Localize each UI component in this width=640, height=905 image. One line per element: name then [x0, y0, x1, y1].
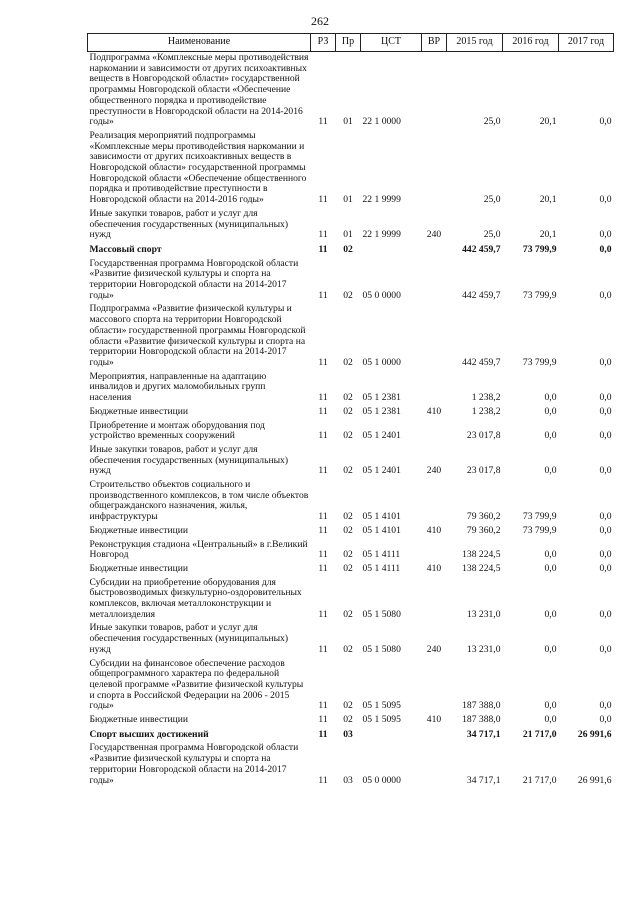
row-2015: 23 017,8	[466, 465, 501, 477]
row-2017: 0,0	[599, 430, 612, 442]
row-2017: 0,0	[599, 643, 612, 655]
table-row	[88, 444, 614, 479]
table-row	[88, 303, 614, 370]
row-2017: 0,0	[599, 511, 612, 523]
row-rz: 11	[318, 700, 328, 712]
row-cst: 05 1 0000	[362, 356, 401, 368]
row-name: Иные закупки товаров, работ и услуг для обеспечения государственных (муниципальных) нужд	[89, 622, 289, 655]
row-cst: 05 1 5095	[362, 700, 401, 712]
row-name: Бюджетные инвестиции	[89, 524, 188, 536]
table-row	[88, 406, 614, 420]
table-section-row	[88, 728, 614, 743]
row-2017: 0,0	[599, 465, 612, 477]
row-cst: 22 1 0000	[362, 116, 401, 128]
row-cst: 05 1 4101	[362, 524, 401, 536]
row-cst: 22 1 9999	[362, 194, 401, 206]
row-rz: 11	[318, 405, 328, 417]
row-name: Приобретение и монтаж оборудования под устройство временных сооружений	[89, 419, 265, 442]
header-cst: ЦСТ	[361, 34, 422, 52]
row-pr: 01	[343, 229, 353, 241]
row-vr	[422, 658, 447, 715]
row-rz: 11	[318, 549, 328, 561]
row-2016: 20,1	[539, 116, 557, 128]
table-row	[88, 539, 614, 563]
row-rz: 11	[318, 289, 328, 301]
table-row	[88, 258, 614, 304]
row-pr: 02	[343, 430, 353, 442]
row-pr: 02	[343, 562, 353, 574]
row-2015: 1 238,2	[471, 392, 501, 404]
table-row	[88, 658, 614, 715]
table-row	[88, 420, 614, 444]
row-cst: 05 1 2401	[362, 430, 401, 442]
header-pr: Пр	[336, 34, 361, 52]
row-rz: 11	[318, 229, 328, 241]
row-pr: 02	[343, 289, 353, 301]
row-pr: 01	[343, 194, 353, 206]
row-vr	[422, 479, 447, 525]
row-2017: 0,0	[599, 405, 612, 417]
row-cst: 22 1 9999	[362, 229, 401, 241]
row-2017: 0,0	[599, 562, 612, 574]
row-pr: 02	[343, 511, 353, 523]
row-2016: 20,1	[539, 229, 557, 241]
row-2017: 0,0	[599, 116, 612, 128]
header-2015: 2015 год	[447, 34, 503, 52]
row-pr: 03	[343, 728, 353, 740]
row-2017: 26 991,6	[577, 728, 612, 740]
row-pr: 02	[343, 465, 353, 477]
row-name: Бюджетные инвестиции	[89, 562, 188, 574]
row-cst: 05 0 0000	[362, 774, 401, 786]
header-rz: РЗ	[311, 34, 336, 52]
row-pr: 03	[343, 774, 353, 786]
row-vr: 410	[426, 714, 442, 726]
row-2015: 25,0	[483, 194, 501, 206]
row-vr	[422, 52, 447, 130]
row-2017: 0,0	[599, 229, 612, 241]
row-pr: 02	[343, 405, 353, 417]
row-cst: 05 0 0000	[362, 289, 401, 301]
row-rz: 11	[318, 728, 328, 740]
row-vr	[422, 243, 447, 258]
row-2016: 0,0	[544, 643, 557, 655]
row-pr: 02	[343, 356, 353, 368]
row-rz: 11	[318, 194, 328, 206]
row-2016: 0,0	[544, 405, 557, 417]
row-2017: 0,0	[599, 289, 612, 301]
row-pr: 02	[343, 524, 353, 536]
row-cst: 05 1 2401	[362, 465, 401, 477]
row-vr	[422, 539, 447, 563]
header-name: Наименование	[88, 34, 311, 52]
row-name: Подпрограмма «Комплексные меры противодействия наркомании и зависимости от других психоактивных веществ в Новгородской области» государственной программы Новгородской области «Обеспечение общественного порядка и противодействие преступности в Новгородской области на 2014-2016 годы»	[89, 52, 309, 128]
row-2015: 138 224,5	[462, 549, 501, 561]
table-row	[88, 479, 614, 525]
page-number: 262	[311, 14, 329, 28]
row-2016: 0,0	[544, 562, 557, 574]
row-pr: 02	[343, 643, 353, 655]
row-name: Иные закупки товаров, работ и услуг для обеспечения государственных (муниципальных) нужд	[89, 207, 289, 241]
row-pr: 02	[343, 714, 353, 726]
row-2016: 73 799,9	[522, 511, 557, 523]
row-vr	[422, 258, 447, 304]
row-rz: 11	[318, 465, 328, 477]
row-2015: 187 388,0	[462, 714, 501, 726]
table-row	[88, 577, 614, 623]
row-rz: 11	[318, 430, 328, 442]
row-2015: 442 459,7	[462, 243, 501, 255]
row-pr: 02	[343, 243, 353, 255]
row-2016: 0,0	[544, 608, 557, 620]
row-2015: 442 459,7	[462, 356, 501, 368]
row-vr: 410	[426, 562, 442, 574]
header-2016: 2016 год	[503, 34, 559, 52]
row-rz: 11	[318, 356, 328, 368]
row-vr	[422, 130, 447, 208]
row-vr: 240	[426, 643, 442, 655]
row-cst	[361, 243, 422, 258]
row-name: Бюджетные инвестиции	[89, 405, 188, 417]
row-2016: 21 717,0	[522, 774, 557, 786]
row-2016: 73 799,9	[522, 243, 557, 255]
row-2015: 187 388,0	[462, 700, 501, 712]
row-rz: 11	[318, 243, 328, 255]
row-cst: 05 1 4111	[362, 562, 401, 574]
row-vr: 240	[426, 229, 442, 241]
row-2017: 0,0	[599, 194, 612, 206]
row-2017: 0,0	[599, 714, 612, 726]
row-cst	[361, 728, 422, 743]
row-vr	[422, 303, 447, 370]
row-2015: 25,0	[483, 229, 501, 241]
row-rz: 11	[318, 511, 328, 523]
row-2015: 79 360,2	[466, 511, 501, 523]
row-2017: 0,0	[599, 524, 612, 536]
table-row	[88, 52, 614, 130]
row-name: Строительство объектов социального и производственного комплексов, в том числе объектов общегражданского назначения, жилья, инфраструктуры	[89, 479, 309, 523]
row-2016: 73 799,9	[522, 356, 557, 368]
row-2015: 23 017,8	[466, 430, 501, 442]
table-header	[88, 34, 614, 52]
row-name: Государственная программа Новгородской области «Развитие физической культуры и спорта на территории Новгородской области на 2014-2017 годы»	[89, 257, 299, 301]
row-vr	[422, 420, 447, 444]
row-name: Подпрограмма «Развитие физической культуры и массового спорта на территории Новгородской области» государственной программы Новгородской области «Развитие физической культуры и спорта на территории Новгородской области на 2014-2017 годы»	[89, 303, 306, 368]
row-2016: 0,0	[544, 465, 557, 477]
row-pr: 02	[343, 549, 353, 561]
row-2017: 0,0	[599, 608, 612, 620]
row-name: Реконструкция стадиона «Центральный» в г.Великий Новгород	[89, 538, 308, 561]
row-cst: 05 1 5080	[362, 643, 401, 655]
table-row	[88, 525, 614, 539]
row-2017: 0,0	[599, 243, 612, 255]
header-vr: ВР	[422, 34, 447, 52]
row-2016: 20,1	[539, 194, 557, 206]
row-2015: 442 459,7	[462, 289, 501, 301]
row-name: Государственная программа Новгородской области «Развитие физической культуры и спорта на территории Новгородской области на 2014-2017 годы»	[89, 742, 299, 786]
row-name: Мероприятия, направленные на адаптацию инвалидов и других маломобильных групп населения	[89, 370, 267, 404]
row-rz: 11	[318, 392, 328, 404]
row-2016: 0,0	[544, 430, 557, 442]
row-pr: 02	[343, 608, 353, 620]
row-name: Субсидии на финансовое обеспечение расходов общепрограммного характера по федеральной целевой программе «Развитие физической культуры и спорта в Российской Федерации на 2006 - 2015 годы»	[89, 657, 304, 712]
row-name: Массовый спорт	[89, 243, 162, 255]
row-2017: 0,0	[599, 392, 612, 404]
header-2017: 2017 год	[559, 34, 614, 52]
row-2017: 0,0	[599, 356, 612, 368]
row-2016: 73 799,9	[522, 289, 557, 301]
row-2015: 34 717,1	[466, 774, 501, 786]
row-cst: 05 1 2381	[362, 405, 401, 417]
row-2015: 25,0	[483, 116, 501, 128]
row-pr: 02	[343, 700, 353, 712]
row-2017: 0,0	[599, 549, 612, 561]
row-vr	[422, 728, 447, 743]
row-rz: 11	[318, 608, 328, 620]
row-vr	[422, 371, 447, 406]
row-2016: 21 717,0	[522, 728, 557, 740]
row-pr: 01	[343, 116, 353, 128]
row-rz: 11	[318, 714, 328, 726]
row-name: Реализация мероприятий подпрограммы «Комплексные меры противодействия наркомании и зависимости от других психоактивных веществ в Новгородской области» государственной программы Новгородской области «Обеспечение общественного порядка и противодействие преступности в Новгородской области на 2014-2016 годы»	[89, 129, 307, 206]
row-2015: 34 717,1	[466, 728, 501, 740]
table-row	[88, 208, 614, 243]
row-2015: 1 238,2	[471, 405, 501, 417]
row-rz: 11	[318, 524, 328, 536]
row-2016: 73 799,9	[522, 524, 557, 536]
table-section-row	[88, 243, 614, 258]
row-vr	[422, 577, 447, 623]
row-rz: 11	[318, 643, 328, 655]
row-name: Бюджетные инвестиции	[89, 714, 188, 726]
row-rz: 11	[318, 116, 328, 128]
row-cst: 05 1 5095	[362, 714, 401, 726]
row-pr: 02	[343, 392, 353, 404]
table-row	[88, 563, 614, 577]
budget-table	[87, 33, 614, 788]
row-vr	[422, 742, 447, 788]
row-cst: 05 1 2381	[362, 392, 401, 404]
row-cst: 05 1 4101	[362, 511, 401, 523]
row-vr: 410	[426, 405, 442, 417]
row-name: Иные закупки товаров, работ и услуг для обеспечения государственных (муниципальных) нужд	[89, 443, 289, 477]
row-vr: 410	[426, 524, 442, 536]
table-row	[88, 622, 614, 657]
row-2016: 0,0	[544, 700, 557, 712]
row-cst: 05 1 4111	[362, 549, 401, 561]
row-2016: 0,0	[544, 392, 557, 404]
table-row	[88, 371, 614, 406]
row-2015: 79 360,2	[466, 524, 501, 536]
table-row	[88, 714, 614, 728]
row-vr: 240	[426, 465, 442, 477]
row-2015: 13 231,0	[466, 643, 501, 655]
row-2017: 26 991,6	[577, 774, 612, 786]
table-row	[88, 130, 614, 208]
row-2017: 0,0	[599, 700, 612, 712]
row-rz: 11	[318, 562, 328, 574]
row-2015: 13 231,0	[466, 608, 501, 620]
row-name: Спорт высших достижений	[89, 728, 209, 740]
table-row	[88, 742, 614, 788]
row-2016: 0,0	[544, 714, 557, 726]
row-cst: 05 1 5080	[362, 608, 401, 620]
row-2016: 0,0	[544, 549, 557, 561]
row-name: Субсидии на приобретение оборудования для быстровозводимых физкультурно-оздоровительных комплексов, включая металлоконструкции и металлоизделия	[89, 576, 302, 620]
row-2015: 138 224,5	[462, 562, 501, 574]
row-rz: 11	[318, 774, 328, 786]
